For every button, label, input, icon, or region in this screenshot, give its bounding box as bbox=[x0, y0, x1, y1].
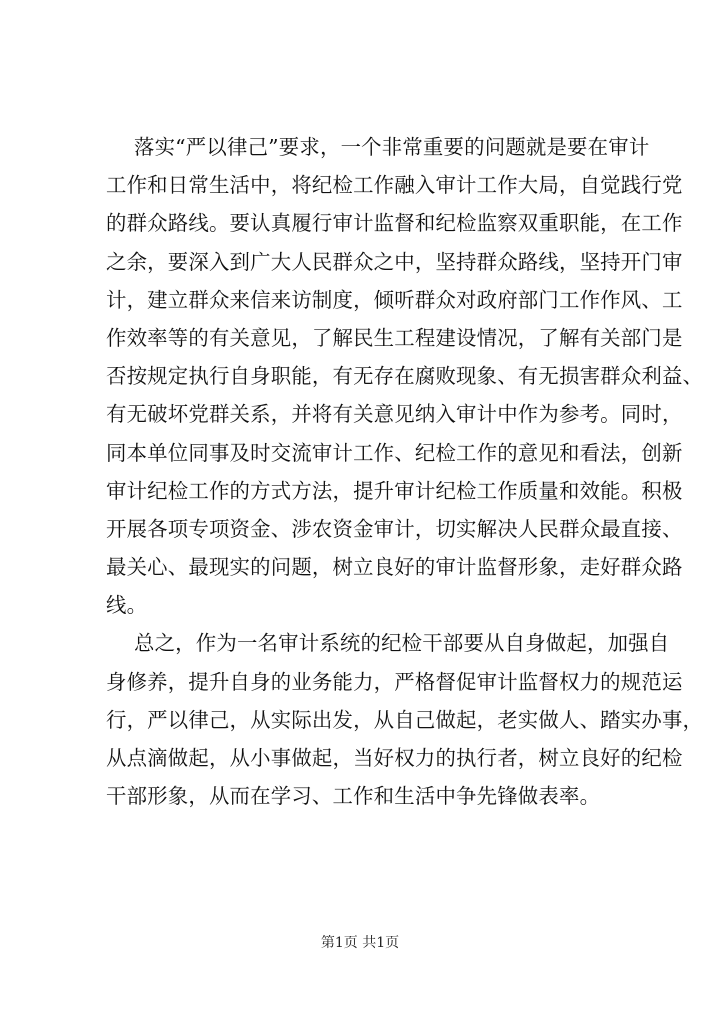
paragraph-line: 线。 bbox=[106, 593, 148, 618]
paragraph-line: 最关心、最现实的问题，树立良好的审计监督形象，走好群众路 bbox=[106, 555, 683, 580]
page-number-label: 第1页 共1页 bbox=[320, 935, 400, 951]
paragraph-line: 干部形象，从而在学习、工作和生活中争先锋做表率。 bbox=[106, 784, 601, 809]
paragraph-line: 总之，作为一名审计系统的纪检干部要从自身做起，加强自 bbox=[134, 631, 670, 656]
paragraph-line: 开展各项专项资金、涉农资金审计，切实解决人民群众最直接、 bbox=[106, 516, 683, 541]
document-body bbox=[106, 128, 704, 815]
paragraph-line: 作效率等的有关意见，了解民生工程建设情况，了解有关部门是 bbox=[106, 325, 683, 350]
paragraph-line: 落实“严以律己”要求，一个非常重要的问题就是要在审计 bbox=[134, 135, 650, 159]
paragraph-line: 工作和日常生活中，将纪检工作融入审计工作大局，自觉践行党 bbox=[106, 173, 683, 198]
paragraph-1 bbox=[106, 128, 704, 624]
paragraph-line: 从点滴做起，从小事做起，当好权力的执行者，树立良好的纪检 bbox=[106, 746, 683, 770]
paragraph-line: 行，严以律己，从实际出发，从自己做起，老实做人、踏实办事， bbox=[106, 707, 704, 732]
paragraph-line: 审计纪检工作的方式方法，提升审计纪检工作质量和效能。积极 bbox=[106, 478, 683, 503]
paragraph-line: 计，建立群众来信来访制度，倾听群众对政府部门工作作风、工 bbox=[106, 287, 683, 312]
paragraph-line: 有无破坏党群关系，并将有关意见纳入审计中作为参考。同时， bbox=[106, 402, 683, 427]
paragraph-line: 同本单位同事及时交流审计工作、纪检工作的意见和看法，创新 bbox=[106, 440, 683, 465]
paragraph-line: 否按规定执行自身职能，有无存在腐败现象、有无损害群众利益、 bbox=[106, 364, 704, 389]
paragraph-line: 身修养，提升自身的业务能力，严格督促审计监督权力的规范运 bbox=[106, 669, 683, 694]
paragraph-line: 的群众路线。要认真履行审计监督和纪检监察双重职能，在工作 bbox=[106, 211, 683, 236]
paragraph-line: 之余，要深入到广大人民群众之中，坚持群众路线，坚持开门审 bbox=[106, 249, 683, 274]
paragraph-2 bbox=[106, 624, 704, 815]
page-footer bbox=[0, 933, 720, 953]
